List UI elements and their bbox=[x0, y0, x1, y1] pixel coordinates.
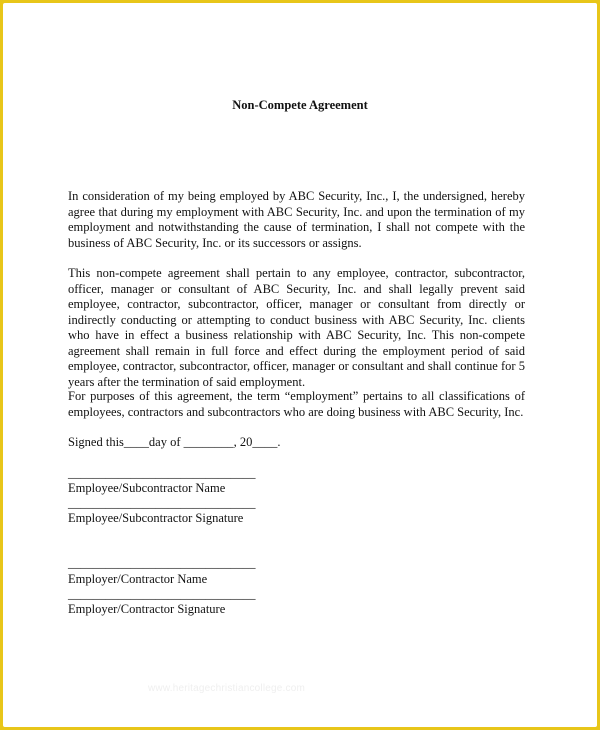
paragraph-consideration: In consideration of my being employed by ABC Security, Inc., I, the undersigned, hereby agree that during my employment with ABC Security, Inc. and upon the termination of my employment and notwithstanding the cause of termination, I shall not compete with the business of ABC Security, Inc. or its successors or assigns. bbox=[68, 189, 525, 250]
employee-signature-blank: ______________________________ bbox=[68, 496, 256, 510]
paragraph-definition: For purposes of this agreement, the term “employment” pertains to all classifications of employees, contractors and subcontractors who are doing business with ABC Security, Inc. bbox=[68, 389, 525, 419]
employee-name-blank: ______________________________ bbox=[68, 466, 256, 480]
document-title: Non-Compete Agreement bbox=[232, 98, 368, 112]
watermark-text: www.heritagechristiancollege.com bbox=[148, 683, 306, 694]
employer-signature-label: Employer/Contractor Signature bbox=[68, 602, 226, 616]
employer-signature-blank: ______________________________ bbox=[68, 587, 256, 601]
employer-name-blank: ______________________________ bbox=[68, 556, 256, 570]
signed-date-line: Signed this____day of ________, 20____. bbox=[68, 435, 281, 449]
employee-name-label: Employee/Subcontractor Name bbox=[68, 481, 226, 495]
paragraph-scope: This non-compete agreement shall pertain to any employee, contractor, subcontractor, officer, manager or consultant of ABC Security, Inc. and shall legally prevent said employee, contractor, subcontractor, officer, manager or consultant from directly or indirectly conducting or attempting to conduct business with ABC Security, Inc. clients who have in effect a business relationship with ABC Security, Inc. This non-compete agreement shall remain in full force and effect during the employment period of said employee, contractor, subcontractor, officer, manager or consultant and shall continue for 5 years after the termination of said employment. bbox=[68, 266, 525, 389]
document-page bbox=[3, 3, 597, 727]
employer-name-label: Employer/Contractor Name bbox=[68, 572, 208, 586]
employee-signature-label: Employee/Subcontractor Signature bbox=[68, 511, 244, 525]
